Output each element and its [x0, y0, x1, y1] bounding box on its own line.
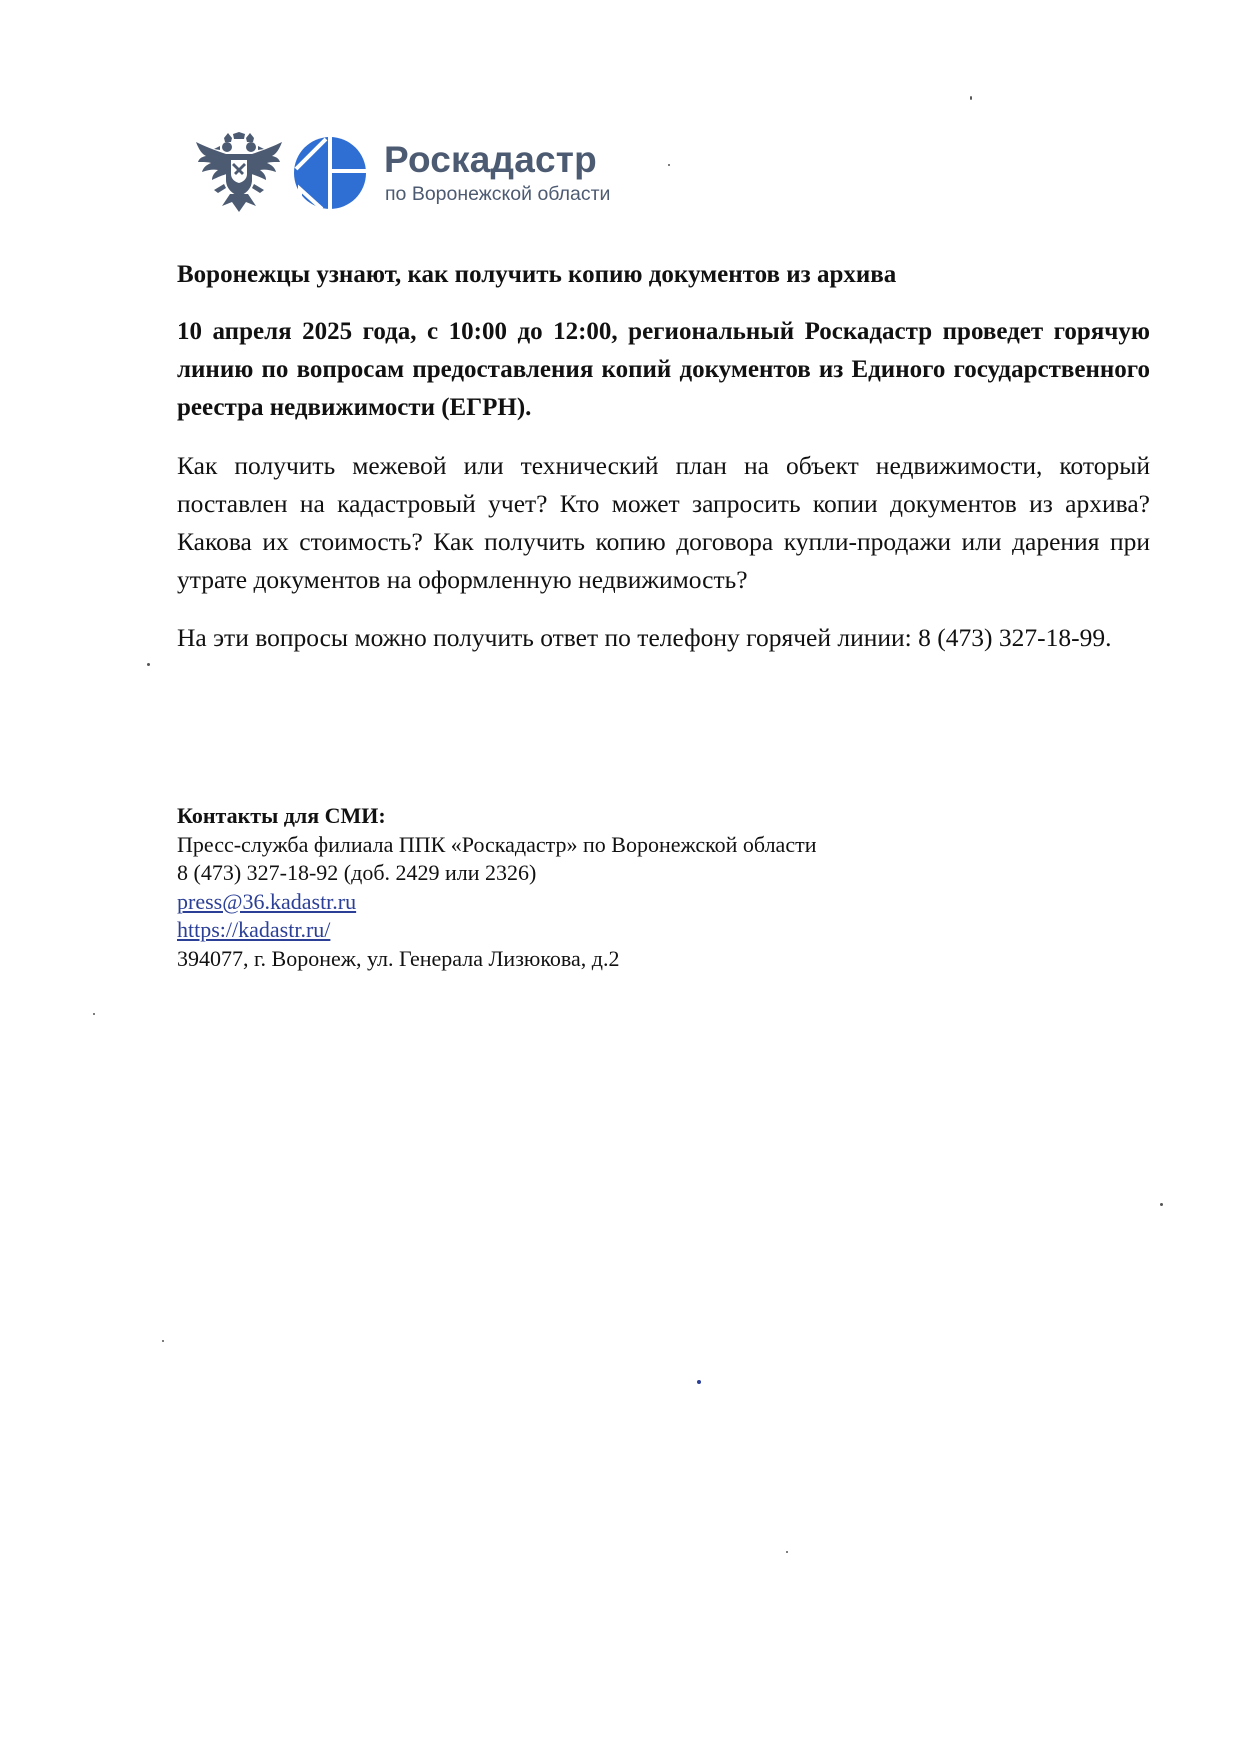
article-paragraph: Как получить межевой или технический план на объект недвижимости, который поставлен на кадастровый учет? Кто может запросить копии документов из архива? Какова их стоимость? Как получить копию договора купли-продажи или дарения при утрате документов на оформленную недвижимость? [177, 451, 1150, 594]
contacts-organization: Пресс-служба филиала ППК «Роскадастр» по Воронежской области [177, 831, 817, 857]
roskadastr-logo-icon [294, 137, 366, 209]
contacts-phone: 8 (473) 327-18-92 (доб. 2429 или 2326) [177, 860, 537, 885]
scan-speck [786, 1551, 788, 1553]
scan-speck [162, 1340, 164, 1342]
scan-speck [668, 164, 670, 166]
scan-speck [93, 1013, 95, 1015]
scan-speck [147, 663, 150, 666]
scan-speck [1160, 1203, 1163, 1206]
media-contacts [177, 802, 1077, 973]
article-title: Воронежцы узнают, как получить копию документов из архива [177, 261, 897, 288]
contacts-title: Контакты для СМИ: [177, 803, 386, 828]
double-headed-eagle-icon [196, 132, 282, 214]
logo-subtitle: по Воронежской области [385, 183, 611, 205]
contacts-address: 394077, г. Воронеж, ул. Генерала Лизюкова, д.2 [177, 945, 620, 971]
logo-name: Роскадастр [384, 139, 597, 180]
article-lead: 10 апреля 2025 года, с 10:00 до 12:00, региональный Роскадастр проведет горячую линию по вопросам предоставления копий документов из Единого государственного реестра недвижимости (ЕГРН). [177, 318, 1150, 421]
contacts-email-link[interactable]: press@36.kadastr.ru [177, 888, 357, 914]
scan-speck [970, 96, 972, 100]
article [177, 258, 1150, 657]
scan-speck [697, 1380, 701, 1384]
hotline-paragraph: На эти вопросы можно получить ответ по телефону горячей линии: 8 (473) 327-18-99. [177, 623, 1112, 652]
contacts-website-link[interactable]: https://kadastr.ru/ [177, 917, 331, 942]
letterhead [196, 132, 656, 214]
